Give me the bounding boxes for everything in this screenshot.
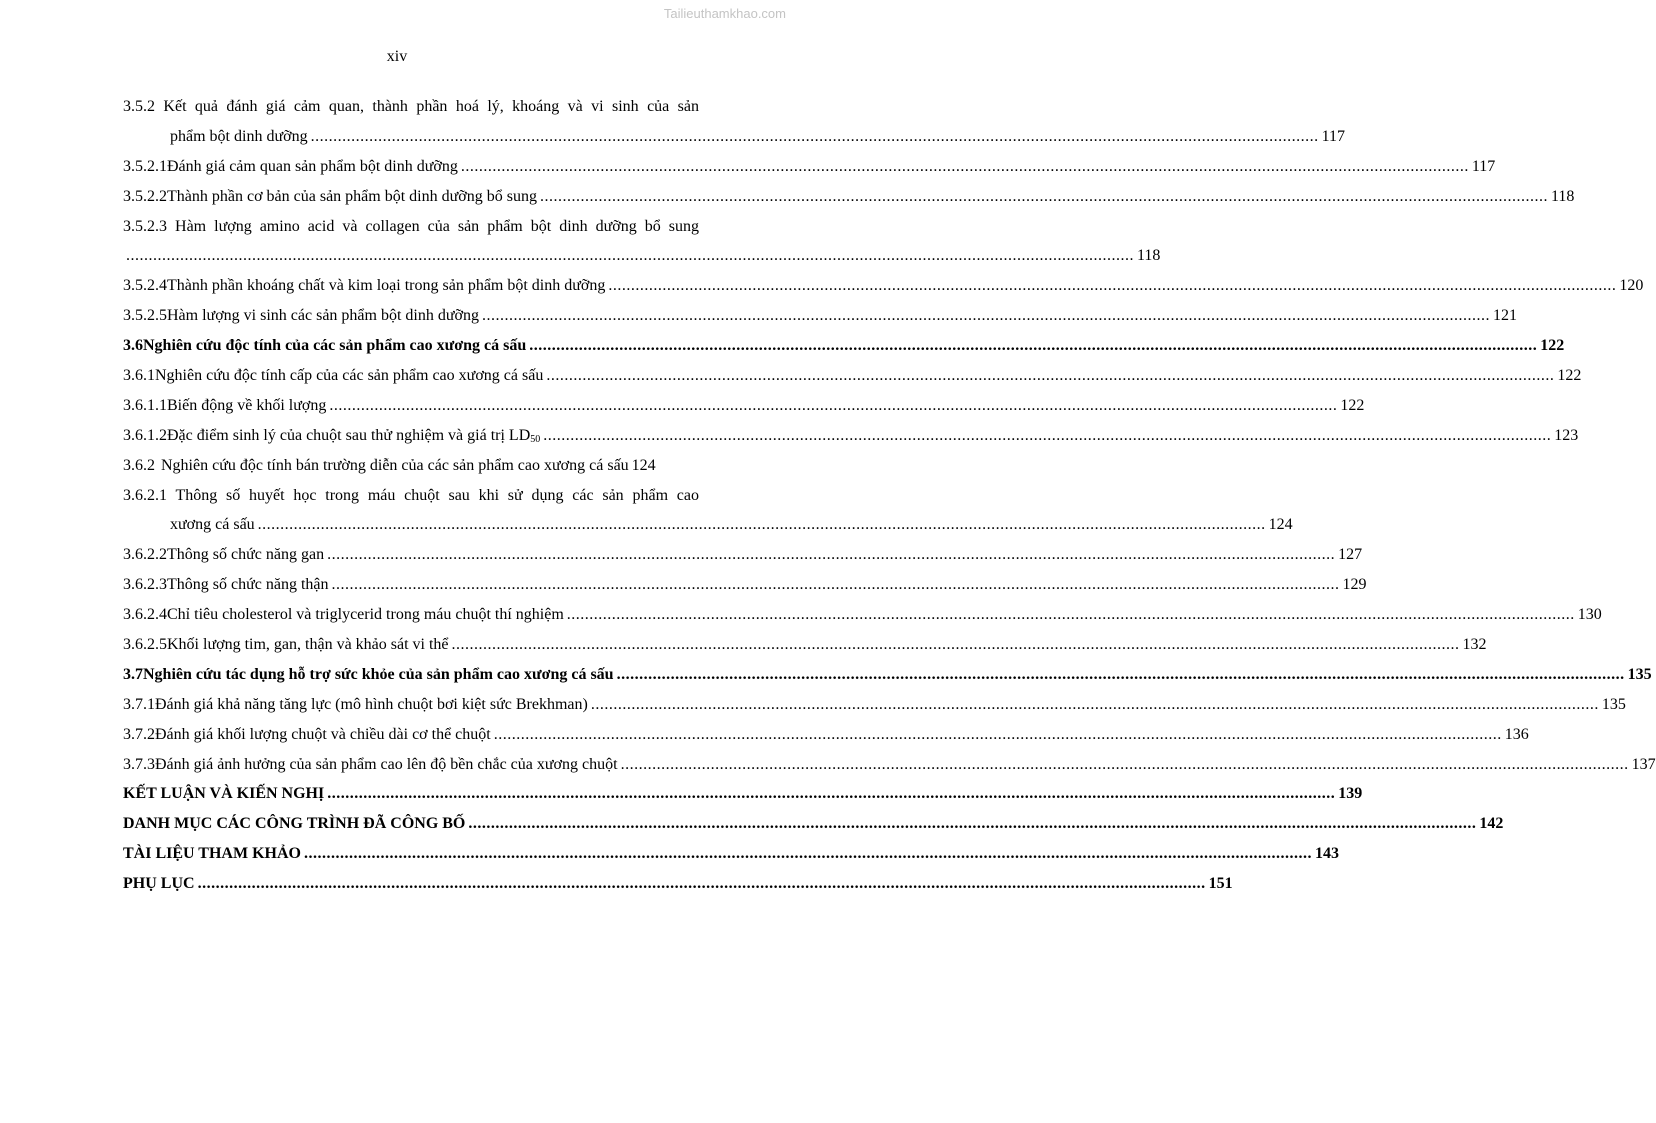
toc-entry-3-5-2-cont[interactable] [123,122,1345,152]
dot-leader [540,182,1548,212]
toc-entry-3-6-2-3[interactable] [123,570,1367,600]
toc-page-number: 123 [1554,426,1579,444]
toc-entry-title: Hàm lượng vi sinh các sản phẩm bột dinh dưỡng [167,307,479,325]
dot-leader [329,391,1337,421]
toc-entry-title: Thông số chức năng gan [167,546,325,564]
dot-leader [529,331,1537,361]
dot-leader [327,540,1335,570]
toc-page-number: 118 [1137,247,1161,265]
dot-leader [461,152,1469,182]
toc-entry-title: Thông số huyết học trong máu chuột sau khi sử dụng các sản phẩm cao [175,486,699,504]
toc-entry-3-6-2-4[interactable] [123,600,1602,630]
toc-entry-3-6-1-2[interactable] [123,421,1579,451]
toc-entry-3-5-2[interactable] [123,92,699,122]
dot-leader [304,839,1312,869]
toc-entry-conclusion[interactable] [123,779,1363,809]
toc-entry-title: Hàm lượng amino acid và collagen của sản phẩm bột dinh dưỡng bổ sung [175,217,700,235]
toc-entry-number: 3.6.1.1 [123,396,167,414]
toc-entry-title: Kết quả đánh giá cảm quan, thành phần hoá lý, khoáng và vi sinh của sản [163,98,700,115]
table-of-contents [123,92,1656,899]
dot-leader [543,421,1551,451]
toc-entry-number: 3.7.1 [123,695,155,713]
dot-leader [258,510,1266,540]
toc-entry-number: 3.6.2.5 [123,636,167,654]
toc-entry-number: 3.5.2.3 [123,217,167,235]
toc-entry-number: 3.6.2.3 [123,576,167,594]
toc-entry-3-6-2-2[interactable] [123,540,1363,570]
toc-entry-title: KẾT LUẬN VÀ KIẾN NGHỊ [123,785,325,803]
toc-entry-title: Thành phần cơ bản của sản phẩm bột dinh dưỡng bổ sung [167,187,537,205]
toc-entry-3-5-2-5[interactable] [123,301,1517,331]
toc-entry-title: Thành phần khoáng chất và kim loại trong sản phẩm bột dinh dưỡng [167,277,606,295]
toc-entry-title: Thông số chức năng thận [167,576,329,594]
toc-page-number: 122 [1540,337,1565,355]
toc-entry-3-7-1[interactable] [123,690,1626,720]
toc-entry-title: Nghiên cứu tác dụng hỗ trợ sức khỏe của sản phẩm cao xương cá sấu [143,665,614,683]
toc-entry-title: Đánh giá cảm quan sản phẩm bột dinh dưỡng [167,157,458,175]
toc-entry-3-5-2-3[interactable] [123,212,699,242]
dot-leader [198,869,1206,899]
toc-entry-title: Đặc điểm sinh lý của chuột sau thử nghiệm và giá trị LD [167,426,531,444]
toc-entry-3-6-2-1[interactable] [123,481,699,511]
subscript: 50 [530,433,541,445]
toc-entry-number: 3.6.1.2 [123,426,167,444]
toc-entry-3-6-2-5[interactable] [123,630,1487,660]
toc-entry-number: 3.7 [123,665,143,683]
toc-entry-number: 3.6.2.1 [123,486,167,504]
toc-entry-3-7-2[interactable] [123,720,1529,750]
toc-entry-title: DANH MỤC CÁC CÔNG TRÌNH ĐÃ CÔNG BỐ [123,815,466,833]
toc-entry-3-5-2-1[interactable] [123,152,1496,182]
toc-entry-title: phẩm bột dinh dưỡng [170,127,308,145]
toc-entry-3-7-3[interactable] [123,750,1656,780]
toc-entry-number: 3.5.2.2 [123,187,167,205]
toc-entry-3-6-1-1[interactable] [123,391,1365,421]
watermark: Tailieuthamkhao.com [663,6,786,21]
toc-page-number: 120 [1619,277,1644,295]
toc-page-number: 130 [1577,606,1602,624]
toc-entry-3-6-2[interactable] [123,451,699,481]
toc-entry-title: Đánh giá ảnh hưởng của sản phẩm cao lên độ bền chắc của xương chuột [155,755,618,773]
toc-entry-3-6[interactable] [123,331,1565,361]
toc-page-number: 118 [1550,187,1575,205]
toc-page-number: 132 [1462,636,1487,654]
toc-entry-title: Nghiên cứu độc tính bán trường diễn của các sản phẩm cao xương cá sấu [161,456,629,474]
toc-page-number: 117 [1321,127,1345,145]
toc-entry-number: 3.6.2.4 [123,606,167,624]
toc-page-number: 135 [1627,665,1652,683]
dot-leader [617,660,1625,690]
dot-leader [452,630,1460,660]
toc-entry-title: Biến động về khối lượng [167,396,327,414]
dot-leader [332,570,1340,600]
toc-entry-3-5-2-4[interactable] [123,271,1644,301]
toc-entry-number: 3.5.2.1 [123,157,167,175]
toc-entry-title: Đánh giá khối lượng chuột và chiều dài cơ thể chuột [155,725,491,743]
dot-leader [591,690,1599,720]
toc-entry-title: Nghiên cứu độc tính cấp của các sản phẩm cao xương cá sấu [155,367,544,385]
toc-page-number: 142 [1479,815,1504,833]
dot-leader [567,600,1575,630]
toc-entry-number: 3.5.2.5 [123,307,167,325]
toc-entry-number: 3.6.1 [123,367,155,385]
toc-entry-3-6-2-1-cont[interactable] [123,510,1293,540]
toc-entry-title: xương cá sấu [170,516,255,534]
toc-page-number: 121 [1493,307,1517,325]
toc-entry-title: Nghiên cứu độc tính của các sản phẩm cao xương cá sấu [143,337,527,355]
toc-entry-number: 3.6.2 [123,456,155,474]
toc-entry-number: 3.7.2 [123,725,155,743]
toc-entry-3-7[interactable] [123,660,1652,690]
toc-entry-references[interactable] [123,839,1339,869]
toc-page-number: 124 [631,456,656,474]
toc-entry-title: TÀI LIỆU THAM KHẢO [123,845,301,863]
toc-page-number: 122 [1557,367,1582,385]
toc-entry-publications[interactable] [123,809,1504,839]
toc-entry-title: Khối lượng tim, gan, thận và khảo sát vi thể [167,636,449,654]
toc-page-number: 122 [1340,396,1365,414]
toc-page-number: 117 [1471,157,1496,175]
toc-entry-number: 3.5.2 [123,98,155,115]
toc-entry-title: Đánh giá khả năng tăng lực (mô hình chuột bơi kiệt sức Brekhman) [155,695,588,713]
toc-entry-number: 3.6 [123,337,143,355]
toc-entry-3-5-2-3-cont[interactable] [123,241,1161,271]
toc-page-number: 127 [1338,546,1363,564]
toc-page-number: 143 [1314,845,1339,863]
toc-entry-title: Chỉ tiêu cholesterol và triglycerid trong máu chuột thí nghiệm [167,606,564,624]
toc-entry-title: PHỤ LỤC [123,875,195,893]
dot-leader [126,241,1134,271]
toc-page-number: 135 [1601,695,1626,713]
dot-leader [482,301,1490,331]
toc-entry-number: 3.5.2.4 [123,277,167,295]
dot-leader [621,750,1629,780]
toc-entry-3-5-2-2[interactable] [123,182,1575,212]
toc-page-number: 136 [1504,725,1529,743]
dot-leader [468,809,1476,839]
dot-leader [546,361,1554,391]
toc-page-number: 124 [1268,516,1293,534]
toc-page-number: 139 [1338,785,1363,803]
dot-leader [608,271,1616,301]
dot-leader [311,122,1319,152]
toc-entry-3-6-1[interactable] [123,361,1582,391]
dot-leader [327,779,1335,809]
toc-page-number: 151 [1208,875,1233,893]
dot-leader [494,720,1502,750]
page-number: xiv [386,48,408,65]
toc-page-number: 137 [1631,755,1656,773]
toc-entry-appendix[interactable] [123,869,1233,899]
toc-entry-number: 3.7.3 [123,755,155,773]
toc-entry-number: 3.6.2.2 [123,546,167,564]
toc-page-number: 129 [1342,576,1367,594]
